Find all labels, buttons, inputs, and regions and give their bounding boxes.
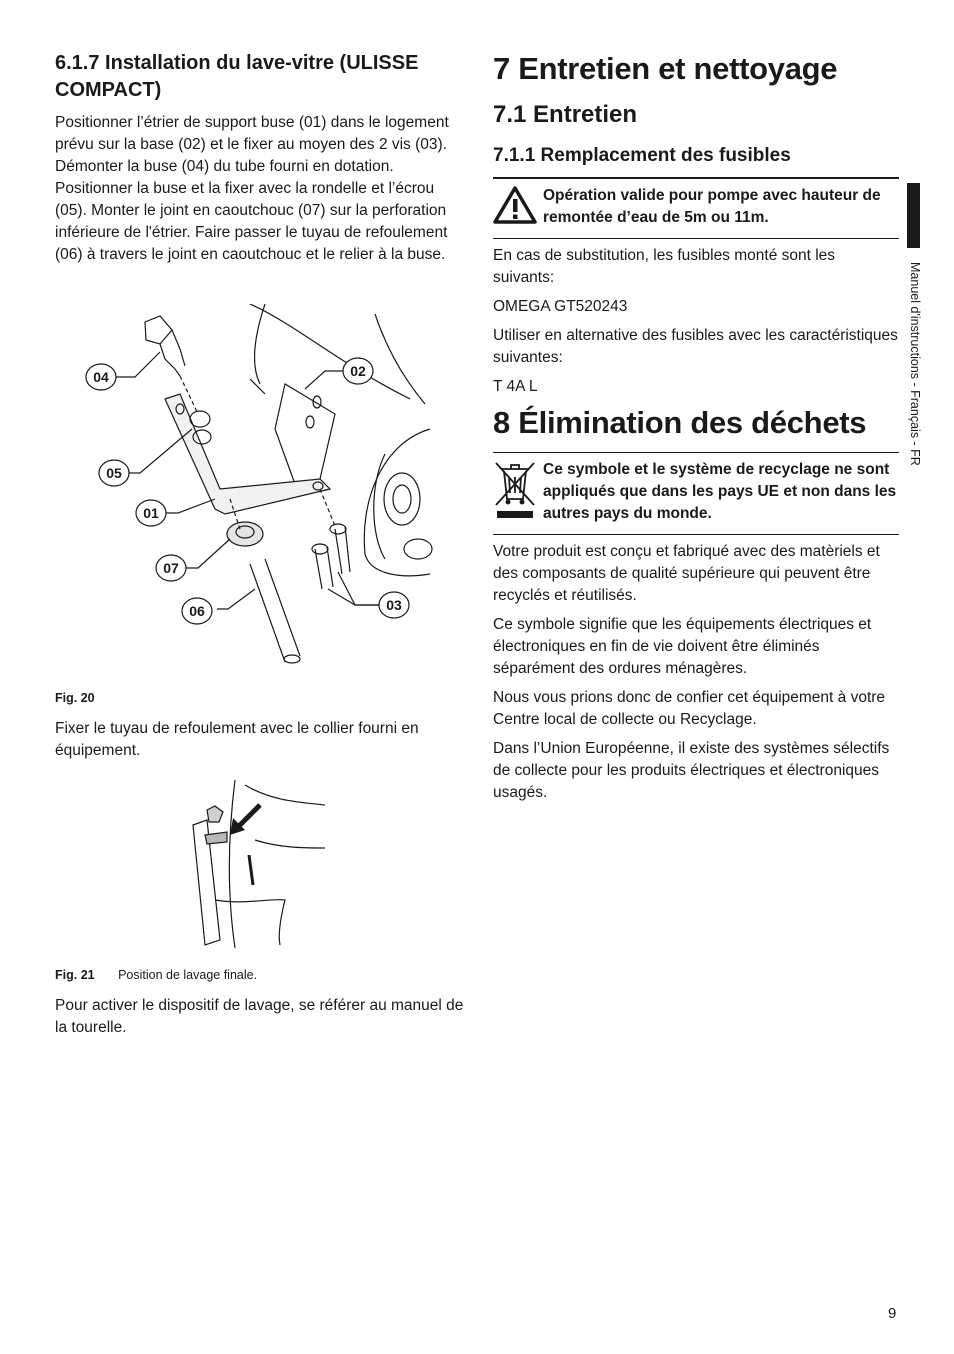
callout-06: 06 [189, 603, 205, 619]
recycling-paragraph-4: Dans l’Union Européenne, il existe des systèmes sélectifs de collecte pour les produits électriques et électroniques usagés. [493, 740, 890, 801]
installation-paragraph: Positionner l’étrier de support buse (01) dans le logement prévu sur la base (02) et le fixer au moyen des 2 vis (03). Démonter la buse (04) du tube fourni en dotation. Positionner la buse et la fixer avec la rondelle et l’écrou (05). Monter le joint en caoutchouc (07) sur la perforation inférieure de l'étrier. Faire passer le tuyau de refoulement (06) à travers le joint en caoutchouc et le relier à la buse. [55, 114, 449, 263]
fig-20-illustration [80, 304, 435, 672]
recycling-paragraph-1: Votre produit est conçu et fabriqué avec des matèriels et des composants de qualité supérieure qui peuvent être recyclés et réutilisés. [493, 543, 880, 604]
warning-notice [493, 177, 899, 239]
page-number: 9 [888, 1305, 897, 1322]
section-7-1-1-heading: 7.1.1 Remplacement des fusibles [493, 145, 791, 166]
callout-05: 05 [106, 465, 122, 481]
weee-text: Ce symbole et le système de recyclage ne sont appliqués que dans les pays UE et non dans les autres pays du monde. [543, 461, 897, 522]
callout-03: 03 [386, 597, 402, 613]
warning-text: Opération valide pour pompe avec hauteur de remontée d’eau de 5m ou 11m. [543, 187, 881, 226]
fig-21-illustration [185, 780, 330, 950]
right-column [493, 50, 899, 804]
activation-paragraph: Pour activer le dispositif de lavage, se référer au manuel de la tourelle. [55, 997, 464, 1036]
fuse-rating: T 4A L [493, 378, 538, 395]
fig-20-label: Fig. 20 [55, 691, 95, 705]
recycling-paragraph-3: Nous vous prions donc de confier cet équipement à votre Centre local de collecte ou Recyclage. [493, 689, 886, 728]
callout-01: 01 [143, 505, 159, 521]
callout-07: 07 [163, 560, 179, 576]
fuses-intro: En cas de substitution, les fusibles monté sont les suivants: [493, 247, 836, 286]
left-column [55, 50, 465, 266]
recycling-paragraph-2: Ce symbole signifie que les équipements électriques et électroniques en fin de vie doivent être éliminés séparément des ordures ménagères. [493, 616, 872, 677]
fuses-alternative: Utiliser en alternative des fusibles avec les caractéristiques suivantes: [493, 327, 898, 366]
fig-21-label: Fig. 21 [55, 968, 95, 982]
hose-clamp-paragraph: Fixer le tuyau de refoulement avec le collier fourni en équipement. [55, 720, 419, 759]
side-label: Manuel d'instructions - Français - FR [908, 262, 922, 466]
section-7-1-heading: 7.1 Entretien [493, 101, 638, 128]
callout-04: 04 [93, 369, 109, 385]
warning-triangle-icon [493, 185, 543, 230]
chapter-8-heading: 8 Élimination des déchets [493, 405, 867, 440]
fig-21-caption [55, 968, 257, 982]
fig-20-caption [55, 691, 115, 705]
callout-02: 02 [350, 363, 366, 379]
chapter-7-heading: 7 Entretien et nettoyage [493, 51, 838, 86]
weee-notice [493, 452, 899, 535]
section-heading-6-1-7: 6.1.7 Installation du lave-vitre (ULISSE COMPACT) [55, 52, 419, 101]
fuse-model: OMEGA GT520243 [493, 298, 628, 315]
weee-bin-icon [493, 459, 543, 526]
fig-21-caption-text: Position de lavage finale. [118, 968, 258, 982]
side-tab-marker [907, 183, 920, 248]
